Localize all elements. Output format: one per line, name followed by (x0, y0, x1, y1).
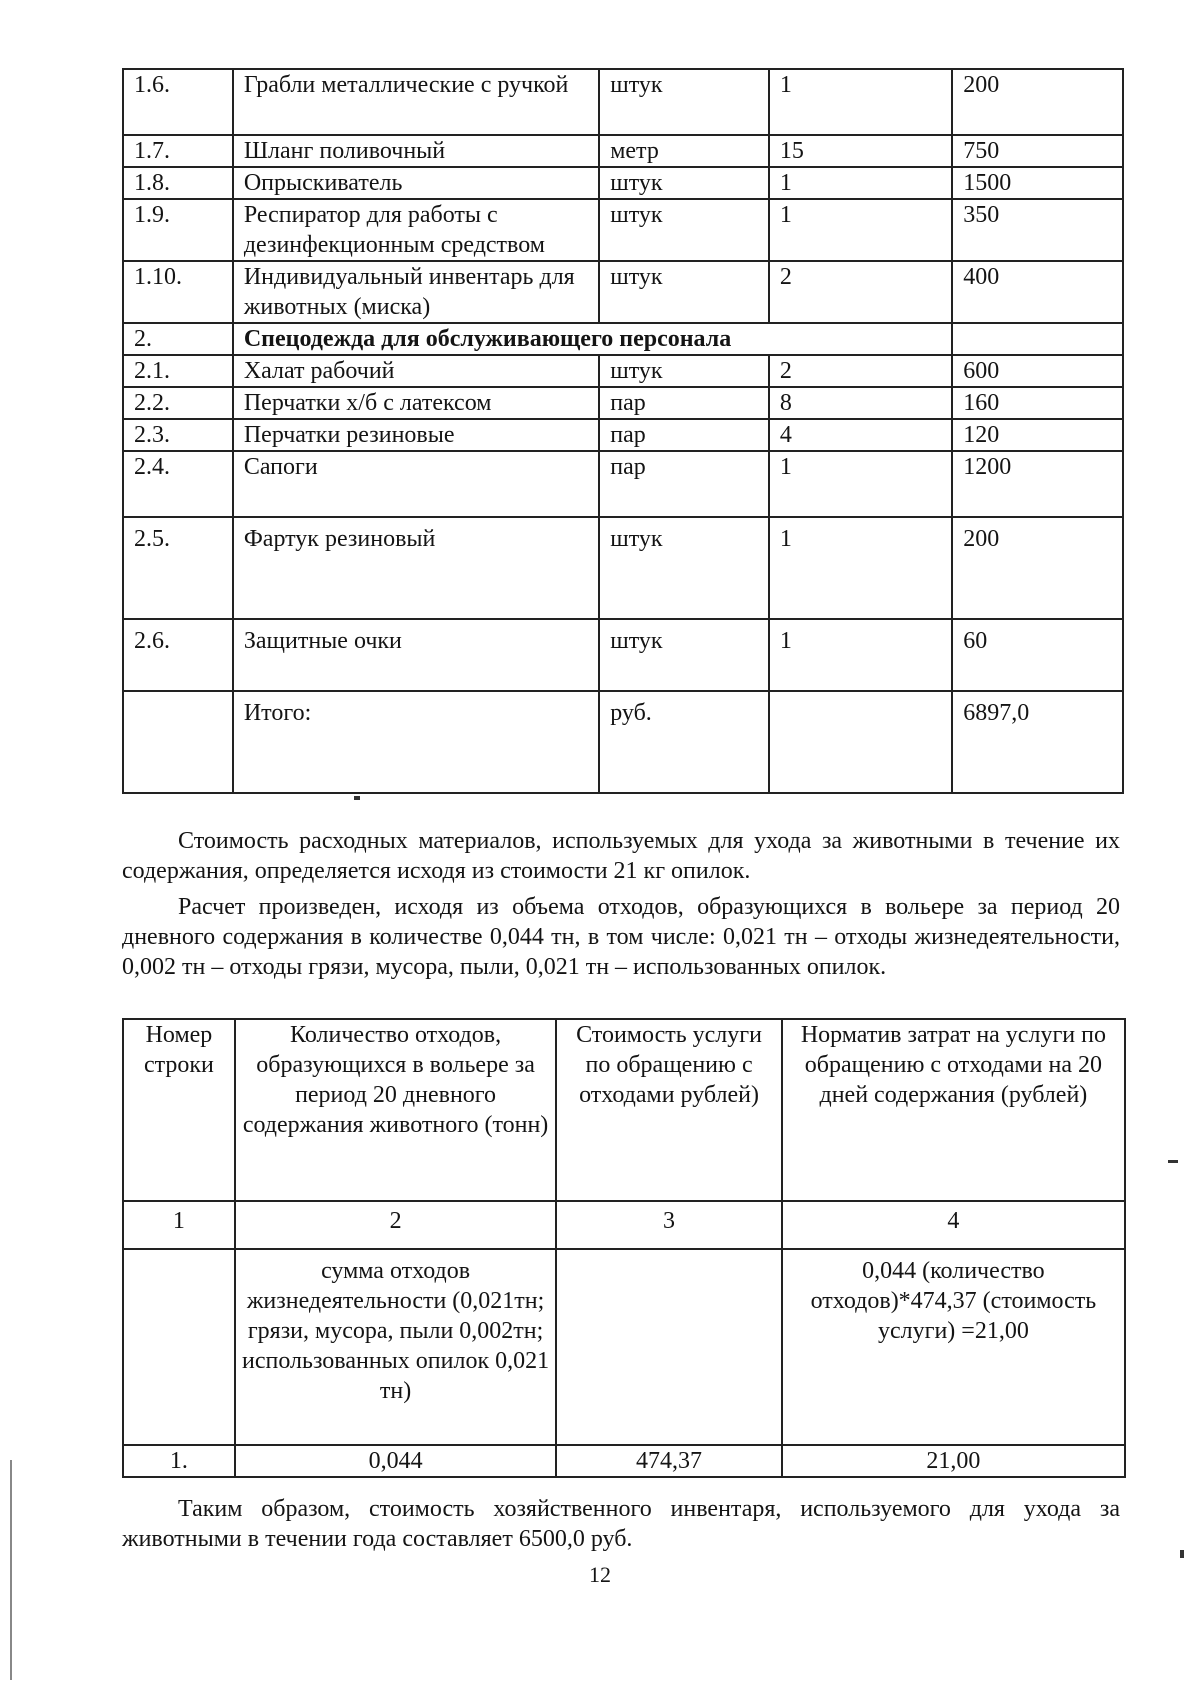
description-row (123, 1249, 1125, 1445)
item-quantity: 1 (769, 517, 952, 619)
item-cost: 200 (952, 69, 1123, 135)
column-header: Норматив затрат на услуги по обращению с отходами на 20 дней содержания (рублей) (782, 1019, 1125, 1201)
value-row (123, 1445, 1125, 1477)
item-cost: 750 (952, 135, 1123, 167)
service-cost: 474,37 (556, 1445, 782, 1477)
item-name: Индивидуальный инвентарь для животных (миска) (233, 261, 599, 323)
row-number: 2.6. (123, 619, 233, 691)
table-row (123, 517, 1123, 619)
row-number: 2.4. (123, 451, 233, 517)
item-cost: 350 (952, 199, 1123, 261)
item-name: Респиратор для работы с дезинфекционным средством (233, 199, 599, 261)
item-quantity: 15 (769, 135, 952, 167)
item-name: Перчатки резиновые (233, 419, 599, 451)
row-number: 2.3. (123, 419, 233, 451)
item-name: Грабли металлические с ручкой (233, 69, 599, 135)
total-unit: руб. (599, 691, 769, 793)
table-row (123, 619, 1123, 691)
header-row (123, 1019, 1125, 1201)
item-quantity: 4 (769, 419, 952, 451)
page-number: 12 (589, 1562, 611, 1587)
waste-description: сумма отходов жизнедеятельности (0,021тн; грязи, мусора, пыли 0,002тн; использованных опилок 0,021 тн) (235, 1249, 556, 1445)
row-number: 1.7. (123, 135, 233, 167)
scan-speck (354, 796, 360, 800)
table-row (123, 451, 1123, 517)
row-number: 1.10. (123, 261, 233, 323)
item-cost: 400 (952, 261, 1123, 323)
item-unit: пар (599, 451, 769, 517)
waste-table (122, 1018, 1126, 1478)
row-number: 2.5. (123, 517, 233, 619)
item-unit: штук (599, 167, 769, 199)
table-row (123, 355, 1123, 387)
item-name: Перчатки х/б с латексом (233, 387, 599, 419)
section-title: Спецодежда для обслуживающего персонала (233, 323, 952, 355)
item-quantity: 1 (769, 619, 952, 691)
item-unit: штук (599, 619, 769, 691)
item-quantity: 2 (769, 355, 952, 387)
table-row (123, 419, 1123, 451)
table-row (123, 387, 1123, 419)
empty-cell (123, 691, 233, 793)
column-number: 3 (556, 1201, 782, 1249)
column-number-row (123, 1201, 1125, 1249)
table-row (123, 167, 1123, 199)
item-unit: пар (599, 387, 769, 419)
item-unit: штук (599, 517, 769, 619)
item-name: Фартук резиновый (233, 517, 599, 619)
item-unit: метр (599, 135, 769, 167)
item-quantity: 8 (769, 387, 952, 419)
cost-formula: 0,044 (количество отходов)*474,37 (стоимость услуги) =21,00 (782, 1249, 1125, 1445)
item-cost: 600 (952, 355, 1123, 387)
scan-speck (1168, 1160, 1178, 1163)
section-number: 2. (123, 323, 233, 355)
item-name: Защитные очки (233, 619, 599, 691)
item-name: Халат рабочий (233, 355, 599, 387)
item-cost: 160 (952, 387, 1123, 419)
total-label: Итого: (233, 691, 599, 793)
empty-cell (769, 691, 952, 793)
total-row (123, 691, 1123, 793)
paragraph-calculation: Расчет произведен, исходя из объема отходов, образующихся в вольере за период 20 дневного содержания в количестве 0,044 тн, в том числе: 0,021 тн – отходы жизнедеятельности, 0,002 тн – отходы грязи, мусора, пыли, 0,021 тн – использованных опилок. (122, 894, 1120, 980)
cost-norm: 21,00 (782, 1445, 1125, 1477)
table-row (123, 69, 1123, 135)
row-number: 1. (123, 1445, 235, 1477)
item-name: Сапоги (233, 451, 599, 517)
item-name: Шланг поливочный (233, 135, 599, 167)
waste-amount: 0,044 (235, 1445, 556, 1477)
table-row (123, 199, 1123, 261)
equipment-table (122, 68, 1124, 794)
scan-speck (1180, 1550, 1184, 1558)
item-quantity: 1 (769, 69, 952, 135)
section-row (123, 323, 1123, 355)
item-cost: 200 (952, 517, 1123, 619)
item-unit: штук (599, 261, 769, 323)
item-quantity: 1 (769, 199, 952, 261)
empty-cell (952, 323, 1123, 355)
table-row (123, 261, 1123, 323)
item-cost: 120 (952, 419, 1123, 451)
item-unit: штук (599, 69, 769, 135)
item-quantity: 2 (769, 261, 952, 323)
table-row (123, 135, 1123, 167)
item-unit: штук (599, 199, 769, 261)
item-cost: 1200 (952, 451, 1123, 517)
row-number: 2.2. (123, 387, 233, 419)
column-number: 2 (235, 1201, 556, 1249)
column-header: Стоимость услуги по обращению с отходами рублей) (556, 1019, 782, 1201)
column-number: 1 (123, 1201, 235, 1249)
row-number: 1.6. (123, 69, 233, 135)
row-number: 2.1. (123, 355, 233, 387)
table-cell (123, 1249, 235, 1445)
column-number: 4 (782, 1201, 1125, 1249)
paragraph-conclusion: Таким образом, стоимость хозяйственного инвентаря, используемого для ухода за животными в течении года составляет 6500,0 руб. (122, 1496, 1120, 1552)
item-unit: пар (599, 419, 769, 451)
item-name: Опрыскиватель (233, 167, 599, 199)
item-cost: 1500 (952, 167, 1123, 199)
column-header: Количество отходов, образующихся в вольере за период 20 дневного содержания животного (тонн) (235, 1019, 556, 1201)
item-quantity: 1 (769, 451, 952, 517)
table-cell (556, 1249, 782, 1445)
item-cost: 60 (952, 619, 1123, 691)
row-number: 1.9. (123, 199, 233, 261)
row-number: 1.8. (123, 167, 233, 199)
column-header: Номер строки (123, 1019, 235, 1201)
item-quantity: 1 (769, 167, 952, 199)
paragraph-materials: Стоимость расходных материалов, используемых для ухода за животными в течение их содержания, определяется исходя из стоимости 21 кг опилок. (122, 828, 1120, 884)
total-value: 6897,0 (952, 691, 1123, 793)
scan-edge-mark (10, 1460, 12, 1680)
item-unit: штук (599, 355, 769, 387)
